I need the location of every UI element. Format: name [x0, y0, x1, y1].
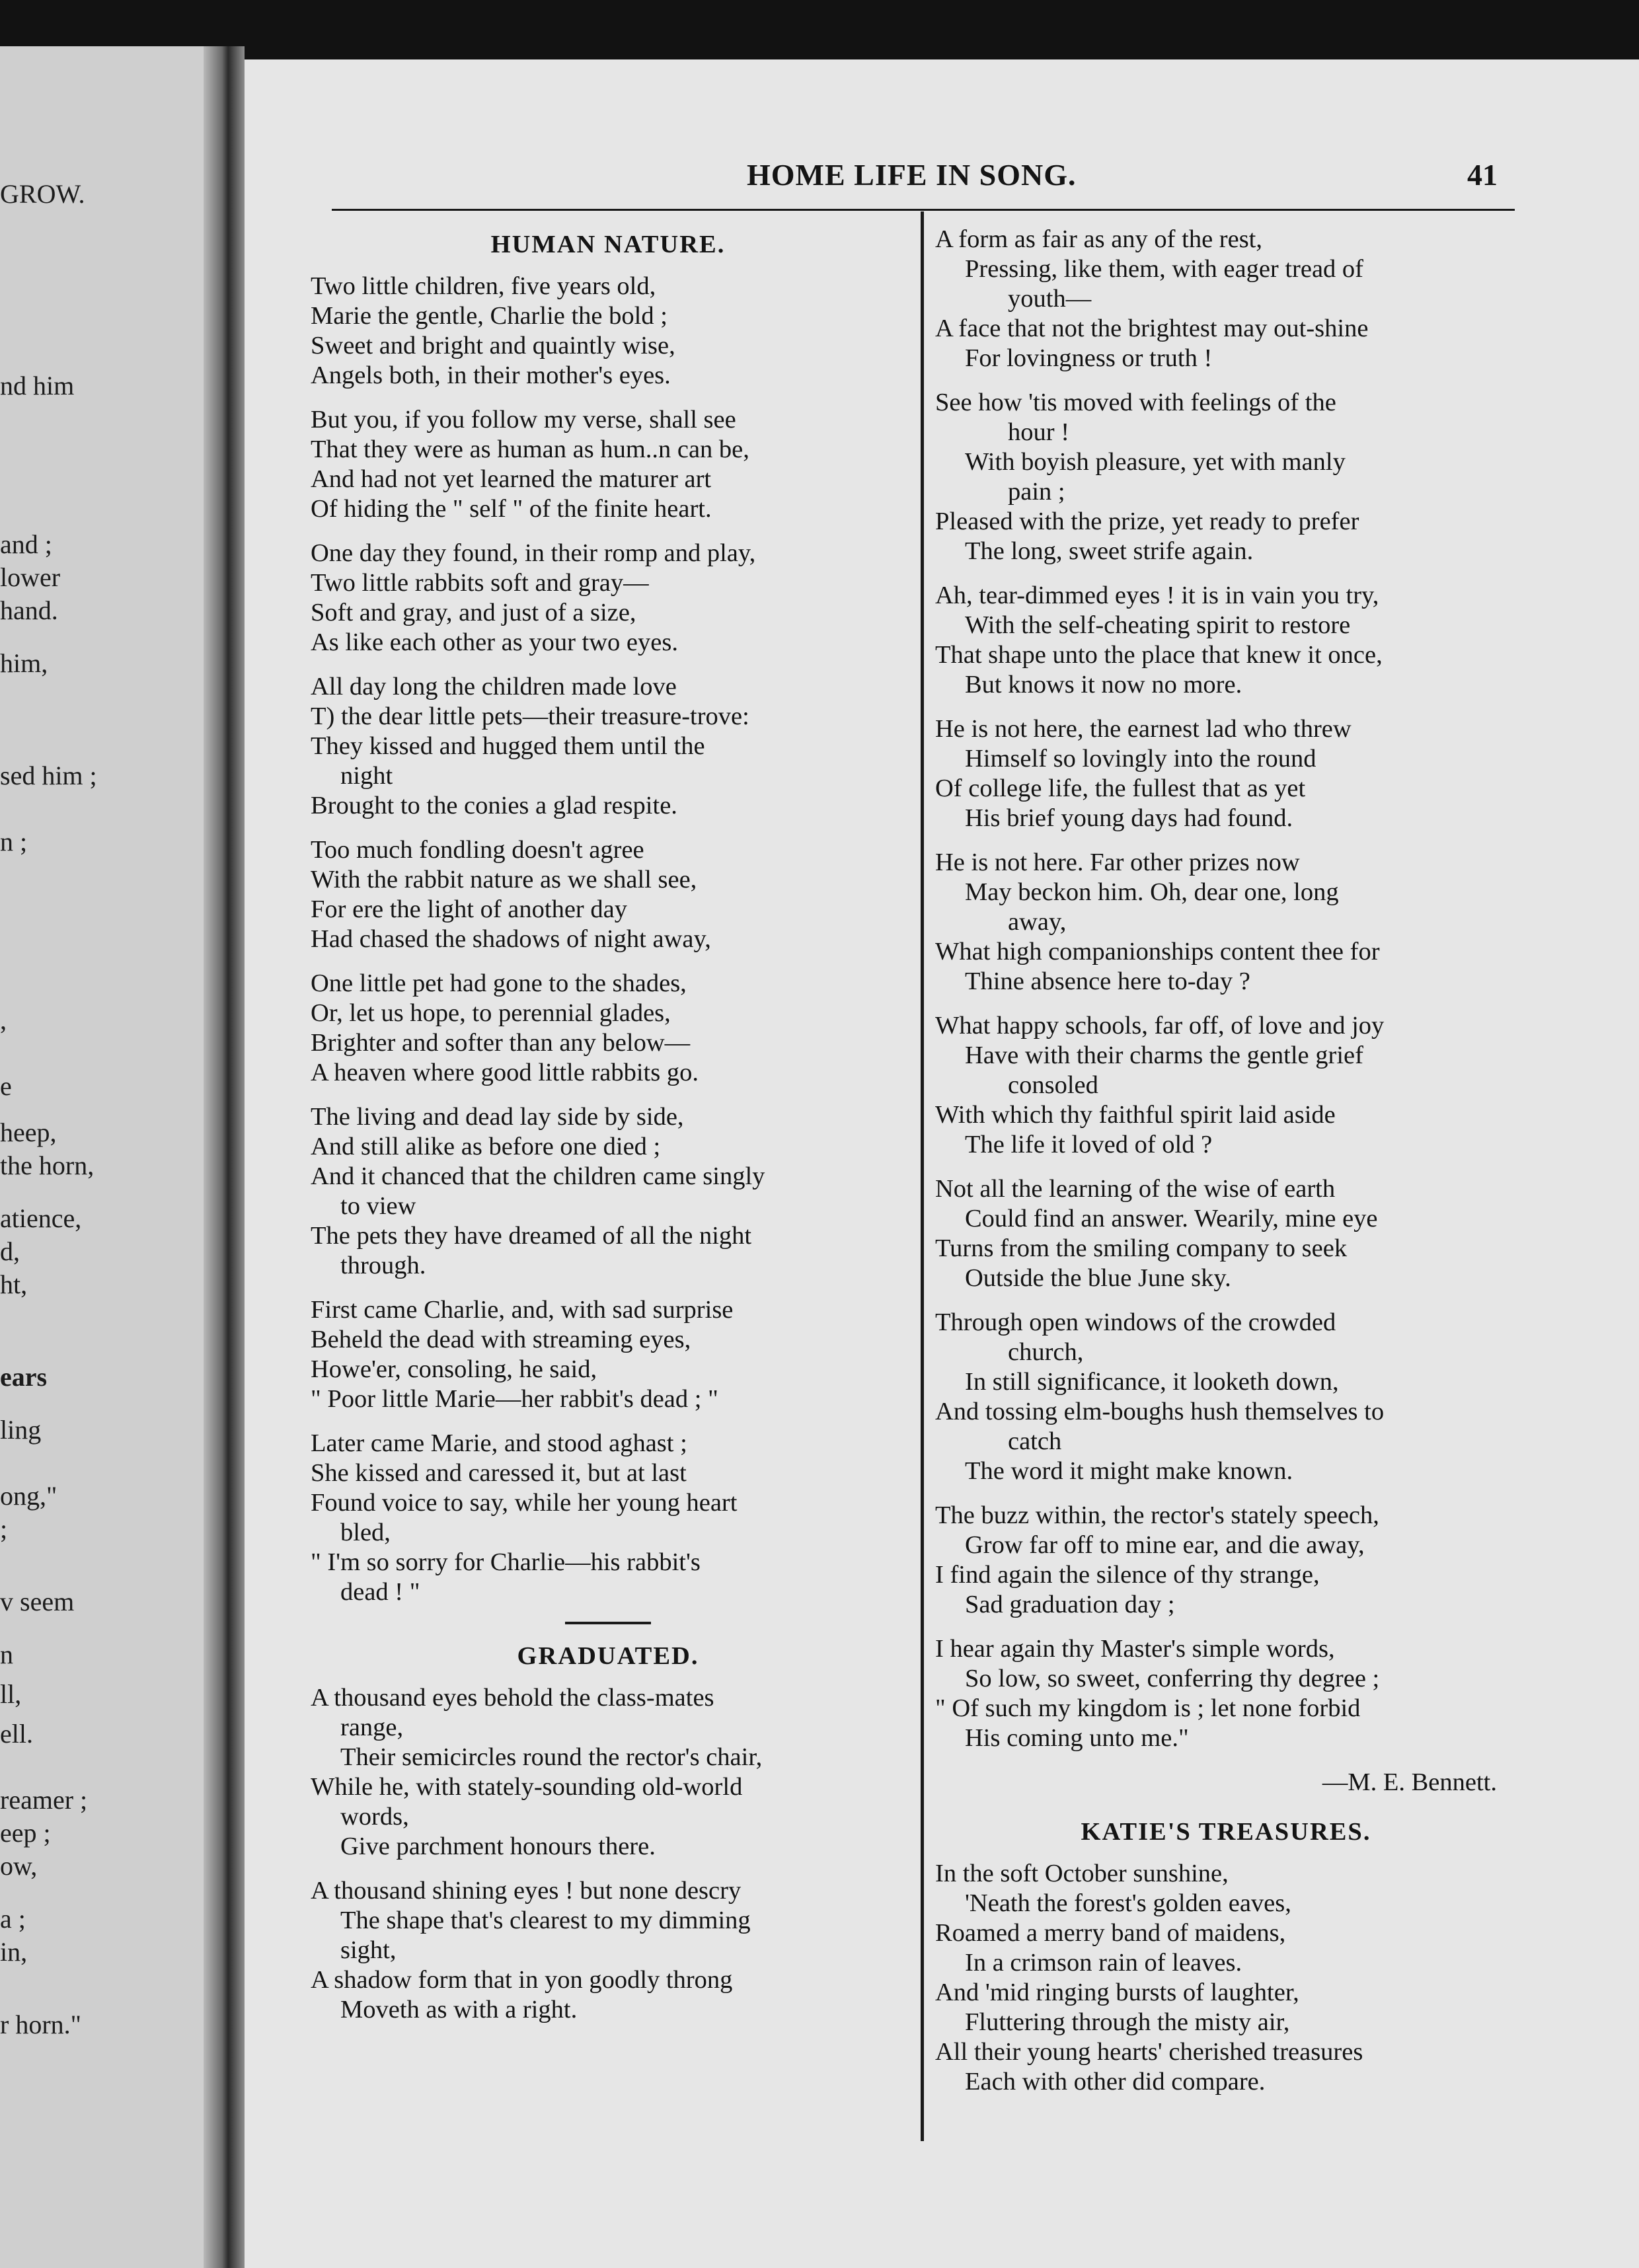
verse-line: Pressing, like them, with eager tread of	[965, 255, 1363, 283]
stanza	[935, 225, 1517, 373]
verse-line: Howe'er, consoling, he said,	[311, 1355, 597, 1383]
verse-line: And 'mid ringing bursts of laughter,	[935, 1979, 1299, 2006]
verse-line: Too much fondling doesn't agree	[311, 836, 644, 864]
verse-line: A form as fair as any of the rest,	[935, 225, 1262, 253]
stanza	[311, 835, 905, 954]
verse-line: Thine absence here to-day ?	[965, 967, 1250, 995]
stanza	[311, 1295, 905, 1414]
stanza	[935, 1634, 1517, 1753]
verse-line: The long, sweet strife again.	[965, 537, 1254, 565]
left-page-text: n ;	[0, 827, 28, 856]
verse-line: Moveth as with a right.	[340, 1996, 578, 2023]
verse-line: A thousand eyes behold the class-mates	[311, 1684, 714, 1712]
left-page-fragment	[0, 46, 204, 2268]
stanza	[935, 581, 1517, 700]
verse-line: Himself so lovingly into the round	[965, 745, 1316, 773]
poem-signature: —M. E. Bennett.	[1322, 1768, 1497, 1796]
verse-line: What high companionships content thee for	[935, 938, 1380, 965]
running-head-title: HOME LIFE IN SONG.	[747, 158, 1077, 192]
stanza	[935, 1011, 1517, 1160]
verse-line: With boyish pleasure, yet with manly	[965, 448, 1346, 476]
verse-line: And had not yet learned the maturer art	[311, 465, 712, 493]
verse-line: For ere the light of another day	[311, 895, 627, 923]
verse-line: One day they found, in their romp and play,	[311, 539, 756, 567]
verse-line: But knows it now no more.	[965, 671, 1242, 699]
verse-line: They kissed and hugged them until the	[311, 732, 705, 760]
stanza	[935, 848, 1517, 997]
verse-line: I hear again thy Master's simple words,	[935, 1635, 1335, 1663]
left-page-text: nd him	[0, 371, 75, 400]
left-page-text: n	[0, 1640, 13, 1669]
verse-line: 'Neath the forest's golden eaves,	[965, 1889, 1291, 1917]
verse-line: Sad graduation day ;	[965, 1591, 1175, 1618]
verse-line: In a crimson rain of leaves.	[965, 1949, 1242, 1977]
verse-line: The word it might make known.	[965, 1457, 1293, 1485]
verse-line: Roamed a merry band of maidens,	[935, 1919, 1286, 1947]
book-gutter	[204, 46, 245, 2268]
left-page-text: ow,	[0, 1851, 38, 1881]
verse-line: A shadow form that in yon goodly throng	[311, 1966, 733, 1994]
left-page-text: sed him ;	[0, 761, 97, 790]
left-page-text: reamer ;	[0, 1785, 88, 1815]
verse-line: Sweet and bright and quaintly wise,	[311, 332, 675, 359]
left-page-text: ears	[0, 1362, 48, 1392]
verse-line: church,	[1008, 1338, 1084, 1366]
verse-line: The buzz within, the rector's stately speech,	[935, 1501, 1379, 1529]
left-page-text: heep,	[0, 1117, 57, 1147]
verse-line: Angels both, in their mother's eyes.	[311, 361, 671, 389]
verse-line: bled,	[340, 1519, 391, 1546]
stanza	[935, 714, 1517, 833]
verse-line: consoled	[1008, 1071, 1098, 1099]
verse-line: Not all the learning of the wise of earth	[935, 1175, 1336, 1203]
verse-line: Soft and gray, and just of a size,	[311, 599, 636, 626]
verse-line: Fluttering through the misty air,	[965, 2008, 1290, 2036]
verse-line: In the soft October sunshine,	[935, 1860, 1229, 1887]
verse-line: Give parchment honours there.	[340, 1833, 656, 1860]
verse-line: Of college life, the fullest that as yet	[935, 775, 1306, 802]
left-page-text: ong,"	[0, 1481, 57, 1511]
stanza	[935, 388, 1517, 566]
verse-line: And still alike as before one died ;	[311, 1133, 661, 1160]
verse-line: And tossing elm-boughs hush themselves to	[935, 1398, 1385, 1425]
verse-line: While he, with stately-sounding old-world	[311, 1773, 743, 1801]
poem-title-graduated: GRADUATED.	[517, 1642, 699, 1670]
left-page-text: ht,	[0, 1269, 28, 1299]
poem-human-nature	[311, 272, 905, 1607]
verse-line: Could find an answer. Wearily, mine eye	[965, 1205, 1378, 1232]
left-page-text: ell.	[0, 1719, 33, 1749]
section-rule	[565, 1622, 651, 1624]
verse-line: A heaven where good little rabbits go.	[311, 1059, 699, 1086]
verse-line: " I'm so sorry for Charlie—his rabbit's	[311, 1548, 701, 1576]
poem-title-human-nature: HUMAN NATURE.	[490, 231, 726, 258]
left-page-text: in,	[0, 1937, 28, 1967]
left-column	[311, 225, 905, 2039]
verse-line: through.	[340, 1252, 426, 1279]
verse-line: What happy schools, far off, of love and joy	[935, 1012, 1385, 1040]
left-page-text: ling	[0, 1415, 42, 1445]
running-head	[245, 157, 1639, 197]
verse-line: Outside the blue June sky.	[965, 1264, 1231, 1292]
left-page-text: eep ;	[0, 1818, 51, 1848]
verse-line: Of hiding the " self " of the finite heart.	[311, 495, 712, 523]
verse-line: Brought to the conies a glad respite.	[311, 792, 677, 819]
verse-line: A thousand shining eyes ! but none descry	[311, 1877, 742, 1905]
verse-line: May beckon him. Oh, dear one, long	[965, 878, 1339, 906]
verse-line: Or, let us hope, to perennial glades,	[311, 999, 671, 1027]
verse-line: dead ! "	[340, 1578, 420, 1606]
column-divider	[921, 211, 924, 2141]
left-page-text: atience,	[0, 1203, 82, 1233]
verse-line: All their young hearts' cherished treasures	[935, 2038, 1363, 2066]
left-page-text: e	[0, 1071, 12, 1101]
verse-line: Two little rabbits soft and gray—	[311, 569, 649, 597]
verse-line: Two little children, five years old,	[311, 272, 656, 300]
verse-line: The shape that's clearest to my dimming	[340, 1907, 751, 1934]
verse-line: Their semicircles round the rector's chair,	[340, 1743, 763, 1771]
book-page	[245, 59, 1639, 2268]
left-page-text: v seem	[0, 1587, 75, 1616]
verse-line: The pets they have dreamed of all the night	[311, 1222, 752, 1250]
verse-line: Turns from the smiling company to seek	[935, 1234, 1348, 1262]
verse-line: range,	[340, 1714, 404, 1741]
verse-line: See how 'tis moved with feelings of the	[935, 389, 1336, 416]
verse-line: T) the dear little pets—their treasure-trove:	[311, 702, 749, 730]
verse-line: That shape unto the place that knew it once,	[935, 641, 1383, 669]
verse-line: Beheld the dead with streaming eyes,	[311, 1326, 691, 1353]
verse-line: He is not here. Far other prizes now	[935, 849, 1300, 876]
verse-line: His coming unto me."	[965, 1724, 1189, 1752]
stanza	[311, 272, 905, 391]
verse-line: Brighter and softer than any below—	[311, 1029, 691, 1057]
verse-line: " Of such my kingdom is ; let none forbid	[935, 1694, 1361, 1722]
left-page-text: ,	[0, 1005, 7, 1035]
verse-line: The living and dead lay side by side,	[311, 1103, 684, 1131]
verse-line: Each with other did compare.	[965, 2068, 1266, 2096]
verse-line: Through open windows of the crowded	[935, 1308, 1336, 1336]
verse-line: Later came Marie, and stood aghast ;	[311, 1429, 687, 1457]
verse-line: And it chanced that the children came singly	[311, 1162, 765, 1190]
verse-line: That they were as human as hum..n can be,	[311, 435, 749, 463]
poem-title-katies-treasures: KATIE'S TREASURES.	[1081, 1818, 1371, 1846]
verse-line: A face that not the brightest may out-shine	[935, 315, 1369, 342]
poem-graduated-part-2	[935, 225, 1517, 1753]
verse-line: One little pet had gone to the shades,	[311, 969, 687, 997]
left-page-text: r horn."	[0, 2010, 81, 2039]
verse-line: Have with their charms the gentle grief	[965, 1041, 1363, 1069]
verse-line: to view	[340, 1192, 416, 1220]
verse-line: hour !	[1008, 418, 1070, 446]
verse-line: words,	[340, 1803, 409, 1831]
verse-line: For lovingness or truth !	[965, 344, 1213, 372]
verse-line: The life it loved of old ?	[965, 1131, 1213, 1158]
verse-line: First came Charlie, and, with sad surprise	[311, 1296, 734, 1324]
page-number: 41	[1467, 158, 1498, 192]
stanza	[311, 1683, 905, 1862]
stanza	[935, 1308, 1517, 1486]
left-page-text: hand.	[0, 595, 58, 625]
verse-line: So low, so sweet, conferring thy degree ;	[965, 1665, 1380, 1692]
verse-line: He is not here, the earnest lad who threw	[935, 715, 1352, 743]
left-page-text: d,	[0, 1236, 20, 1266]
verse-line: " Poor little Marie—her rabbit's dead ; "	[311, 1385, 718, 1413]
verse-line: away,	[1008, 908, 1067, 936]
verse-line: Marie the gentle, Charlie the bold ;	[311, 302, 667, 330]
verse-line: She kissed and caressed it, but at last	[311, 1459, 687, 1487]
verse-line: Grow far off to mine ear, and die away,	[965, 1531, 1365, 1559]
verse-line: Ah, tear-dimmed eyes ! it is in vain you try,	[935, 582, 1379, 609]
stanza	[311, 405, 905, 524]
stanza	[311, 969, 905, 1088]
left-page-text: ;	[0, 1514, 8, 1544]
poem-graduated-part-1	[311, 1683, 905, 2025]
stanza	[311, 1876, 905, 2025]
verse-line: I find again the silence of thy strange,	[935, 1561, 1320, 1589]
stanza	[935, 1859, 1517, 2097]
verse-line: His brief young days had found.	[965, 804, 1293, 832]
poem-katies-treasures	[935, 1859, 1517, 2097]
left-page-text: the horn,	[0, 1151, 95, 1180]
left-page-text: a ;	[0, 1904, 26, 1934]
right-column	[935, 225, 1517, 2111]
verse-line: night	[340, 762, 393, 790]
verse-line: As like each other as your two eyes.	[311, 628, 678, 656]
stanza	[311, 539, 905, 658]
verse-line: catch	[1008, 1427, 1062, 1455]
verse-line: With the self-cheating spirit to restore	[965, 611, 1351, 639]
stanza	[311, 1102, 905, 1281]
verse-line: But you, if you follow my verse, shall see	[311, 406, 736, 434]
verse-line: With the rabbit nature as we shall see,	[311, 866, 697, 893]
verse-line: All day long the children made love	[311, 673, 677, 700]
verse-line: With which thy faithful spirit laid aside	[935, 1101, 1336, 1129]
verse-line: Found voice to say, while her young heart	[311, 1489, 738, 1517]
left-page-text: him,	[0, 648, 48, 678]
stanza	[311, 672, 905, 821]
stanza	[935, 1174, 1517, 1293]
stanza	[311, 1429, 905, 1607]
left-page-text: ll,	[0, 1679, 22, 1709]
verse-line: Pleased with the prize, yet ready to prefer	[935, 508, 1359, 535]
left-page-text: lower	[0, 562, 61, 592]
verse-line: youth—	[1008, 285, 1092, 313]
stanza	[935, 1501, 1517, 1620]
verse-line: pain ;	[1008, 478, 1065, 506]
verse-line: sight,	[340, 1936, 397, 1964]
header-rule	[332, 209, 1515, 211]
verse-line: In still significance, it looketh down,	[965, 1368, 1339, 1396]
left-page-text: GROW.	[0, 179, 85, 209]
verse-line: Had chased the shadows of night away,	[311, 925, 711, 953]
left-page-text: and ;	[0, 529, 52, 559]
